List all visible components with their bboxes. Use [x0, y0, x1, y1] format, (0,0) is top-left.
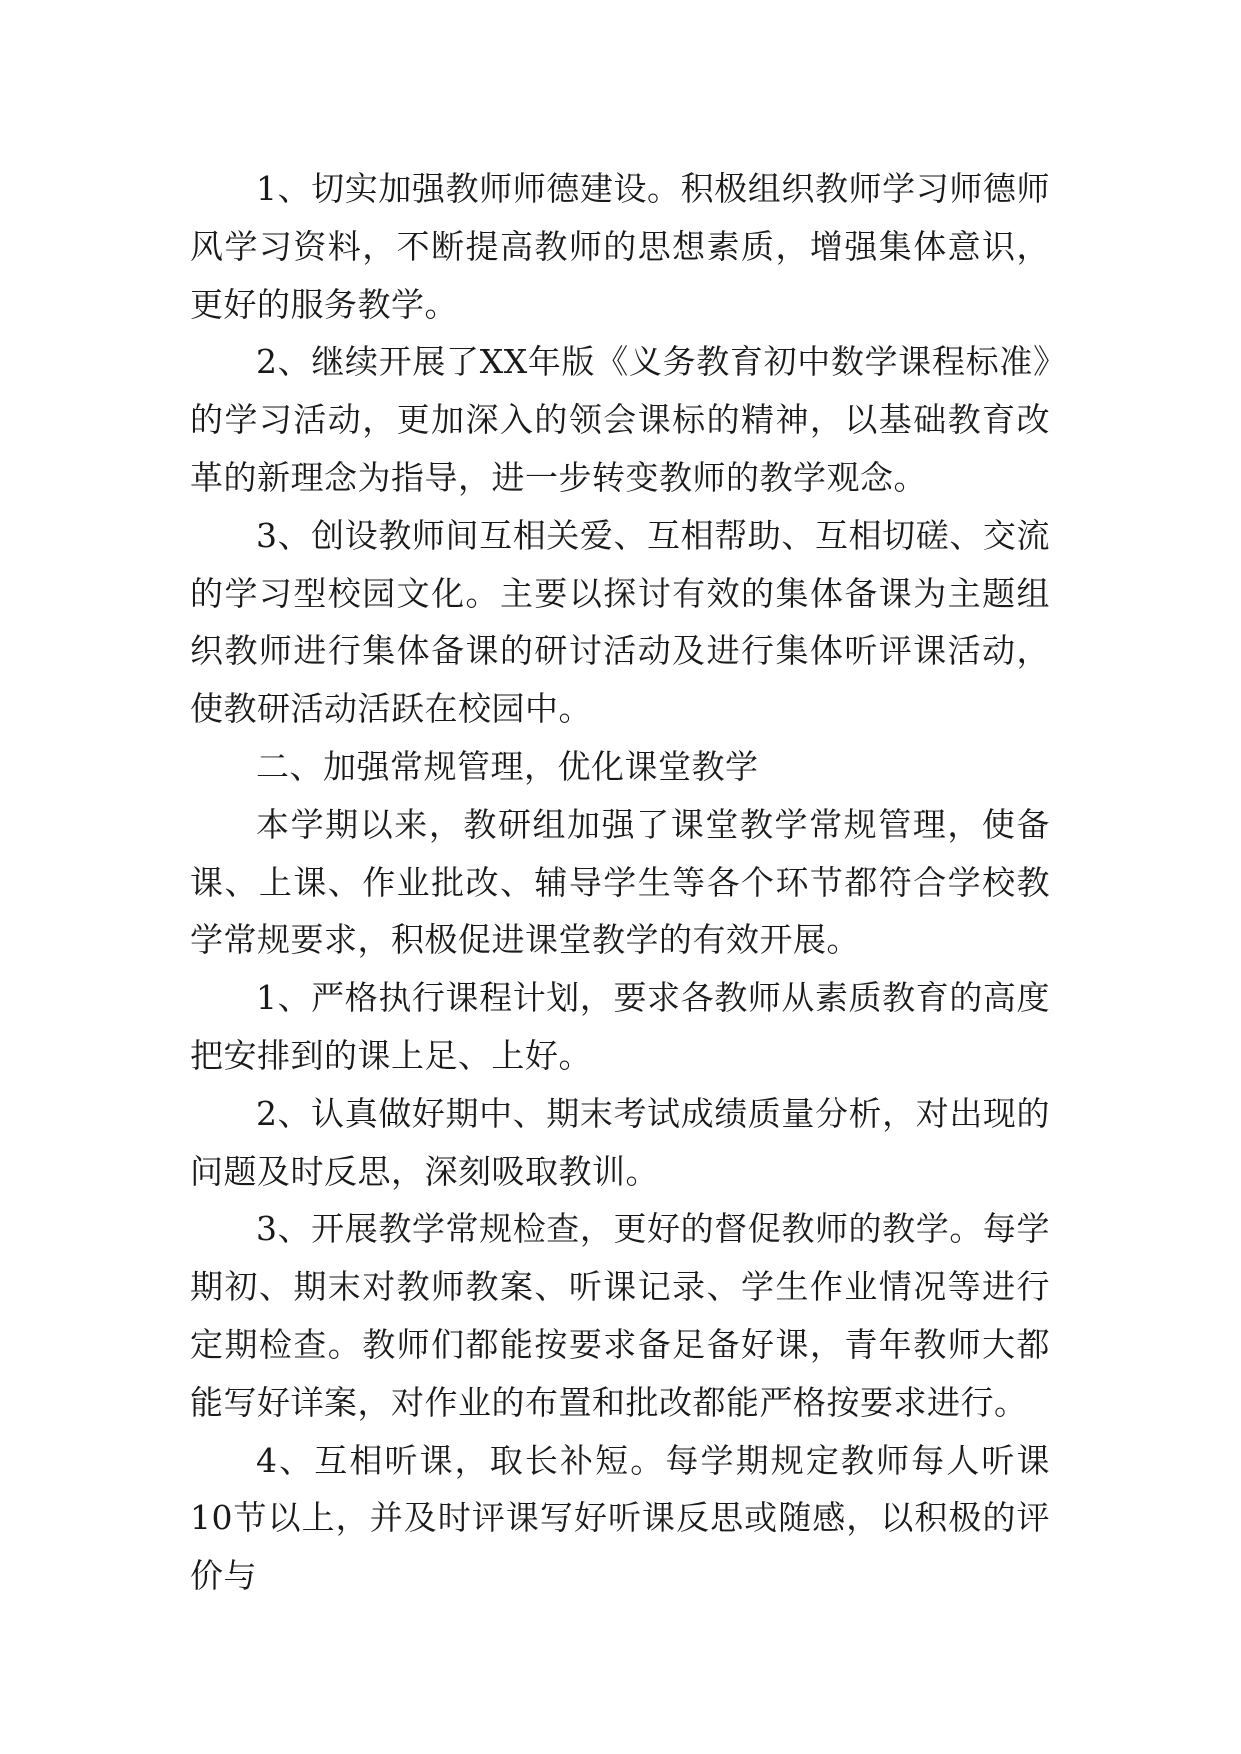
paragraph-peer-observation: 4、互相听课，取长补短。每学期规定教师每人听课10节以上，并及时评课写好听课反思或随感，以积极的评价与	[190, 1440, 1050, 1596]
paragraph-course-plan: 1、严格执行课程计划，要求各教师从素质教育的高度把安排到的课上足、上好。	[190, 978, 1050, 1075]
paragraph-exam-analysis: 2、认真做好期中、期末考试成绩质量分析，对出现的问题及时反思，深刻吸取教训。	[190, 1093, 1050, 1191]
section-heading-routine-management: 二、加强常规管理，优化课堂教学	[256, 746, 759, 786]
paragraph-routine-inspection: 3、开展教学常规检查，更好的督促教师的教学。每学期初、期末对教师教案、听课记录、学生作业情况等进行定期检查。教师们都能按要求备足备好课，青年教师大都能写好详案，对作业的布置和批改都能严格按要求进行。	[190, 1209, 1050, 1422]
paragraph-curriculum-standard: 2、继续开展了XX年版《义务教育初中数学课程标准》的学习活动，更加深入的领会课标的精神，以基础教育改革的新理念为指导，进一步转变教师的教学观念。	[190, 342, 1050, 497]
paragraph-routine-intro: 本学期以来，教研组加强了课堂教学常规管理，使备课、上课、作业批改、辅导学生等各个环节都符合学校教学常规要求，积极促进课堂教学的有效开展。	[190, 804, 1050, 960]
paragraph-teacher-ethics: 1、切实加强教师师德建设。积极组织教师学习师德师风学习资料，不断提高教师的思想素质，增强集体意识，更好的服务教学。	[190, 169, 1050, 324]
document-body	[190, 160, 1050, 1605]
paragraph-campus-culture: 3、创设教师间互相关爱、互相帮助、互相切磋、交流的学习型校园文化。主要以探讨有效的集体备课为主题组织教师进行集体备课的研讨活动及进行集体听评课活动，使教研活动活跃在校园中。	[190, 515, 1050, 729]
